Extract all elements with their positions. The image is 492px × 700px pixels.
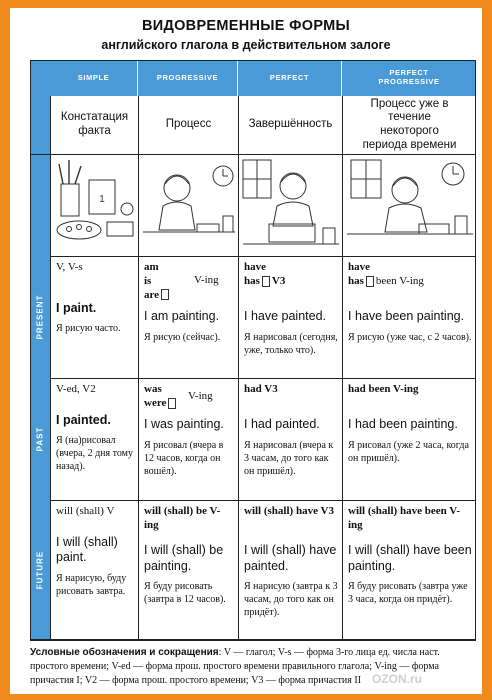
translation: Я нарисовал (вчера к 3 часам, до того как он пришёл). [244, 439, 334, 477]
watermark: OZON.ru [372, 672, 422, 686]
example-sentence: I will (shall) be painting. [144, 543, 224, 573]
translation: Я нарисую (завтра к 3 часам, до того как он придёт). [244, 581, 338, 619]
column-desc-perfect: Завершённость [238, 96, 342, 154]
cell-future-progressive [138, 500, 238, 640]
formula: had V3 [244, 383, 278, 395]
page-subtitle: английского глагола в действительном залоге [101, 38, 391, 52]
page-title: ВИДОВРЕМЕННЫЕ ФОРМЫ [141, 18, 350, 34]
stripe-top [30, 96, 50, 256]
column-header-progressive: PROGRESSIVE [138, 60, 238, 96]
header-corner [30, 60, 50, 96]
svg-text:1: 1 [99, 194, 105, 205]
translation: Я рисую (сейчас). [144, 331, 221, 343]
cell-future-simple [50, 500, 138, 640]
art-supplies-illustration [50, 154, 138, 256]
column-desc-perfect-progressive: Процесс уже в течение некоторого периода времени [342, 96, 476, 154]
formula: will (shall) have V3 [244, 505, 334, 517]
divider [30, 640, 476, 641]
cell-past-simple [50, 378, 138, 500]
example-sentence: I was painting. [144, 417, 224, 431]
cell-present-simple [50, 256, 138, 378]
example-sentence: I will (shall) have been painting. [348, 543, 472, 573]
example-sentence: I paint. [56, 300, 97, 315]
column-header-perfect-progressive: PERFECT PROGRESSIVE [342, 60, 476, 96]
row-label-future: FUTURE [30, 500, 50, 640]
cell-past-perfect [238, 378, 342, 500]
translation: Я рисую (уже час, с 2 часов). [348, 331, 472, 343]
translation: Я рисовал (уже 2 часа, когда он пришёл). [348, 439, 469, 464]
formula: V-ed, V2 [56, 383, 96, 395]
cell-future-perfect [238, 500, 342, 640]
formula: am is are V-ing [144, 261, 219, 301]
formula: will (shall) be V-ing [144, 505, 221, 531]
column-desc-progressive: Процесс [138, 96, 238, 154]
example-sentence: I have painted. [244, 309, 327, 323]
cell-present-perfect [238, 256, 342, 378]
cell-future-perfect-progressive [342, 500, 476, 640]
formula: will (shall) have been V-ing [348, 505, 461, 531]
translation: Я нарисовал (сегодня, уже, только что). [244, 331, 338, 356]
example-sentence: I had painted. [244, 417, 320, 431]
column-desc-simple: Констатация факта [50, 96, 138, 154]
translation: Я буду рисовать (завтра уже 3 часа, когда он придёт). [348, 581, 468, 606]
translation: Я рисую часто. [56, 323, 121, 335]
cell-past-progressive [138, 378, 238, 500]
translation: Я буду рисовать (завтра в 12 часов). [144, 581, 226, 606]
grammar-card [10, 8, 482, 694]
formula: have has V3 [244, 261, 286, 287]
translation: Я нарисую, буду рисовать завтра. [56, 573, 127, 597]
formula: will (shall) V [56, 505, 115, 517]
boy-finished-picture-illustration [238, 154, 342, 256]
cell-present-perfect-progressive [342, 256, 476, 378]
formula: have has been V-ing [348, 261, 424, 287]
boy-painting-long-illustration [342, 154, 476, 256]
row-label-present: PRESENT [30, 256, 50, 378]
example-sentence: I have been painting. [348, 309, 465, 323]
example-sentence: I will (shall) paint. [56, 534, 118, 565]
example-sentence: I had been painting. [348, 417, 458, 431]
legend-text: : V — глагол; V-s — форма 3-го лица ед. числа наст. простого времени; V-ed — форма прош. простого времени правильного глагола; V-ing — форма причастия I; V2 — форма прош. простого времени; V3 — форма причастия II [30, 647, 440, 686]
column-header-simple: SIMPLE [50, 60, 138, 96]
formula: had been V-ing [348, 383, 419, 395]
translation: Я (на)рисовал (вчера, 2 дня тому назад). [56, 435, 133, 473]
example-sentence: I painted. [56, 412, 111, 427]
legend-label: Условные обозначения и сокращения [30, 647, 219, 658]
formula: V, V-s [56, 261, 83, 273]
translation: Я рисовал (вчера в 12 часов, когда он вошёл). [144, 439, 224, 477]
column-header-perfect: PERFECT [238, 60, 342, 96]
example-sentence: I will (shall) have painted. [244, 543, 337, 573]
formula: was were V-ing [144, 383, 213, 409]
cell-present-progressive [138, 256, 238, 378]
row-label-past: PAST [30, 378, 50, 500]
example-sentence: I am painting. [144, 309, 220, 323]
boy-painting-illustration [138, 154, 238, 256]
cell-past-perfect-progressive [342, 378, 476, 500]
